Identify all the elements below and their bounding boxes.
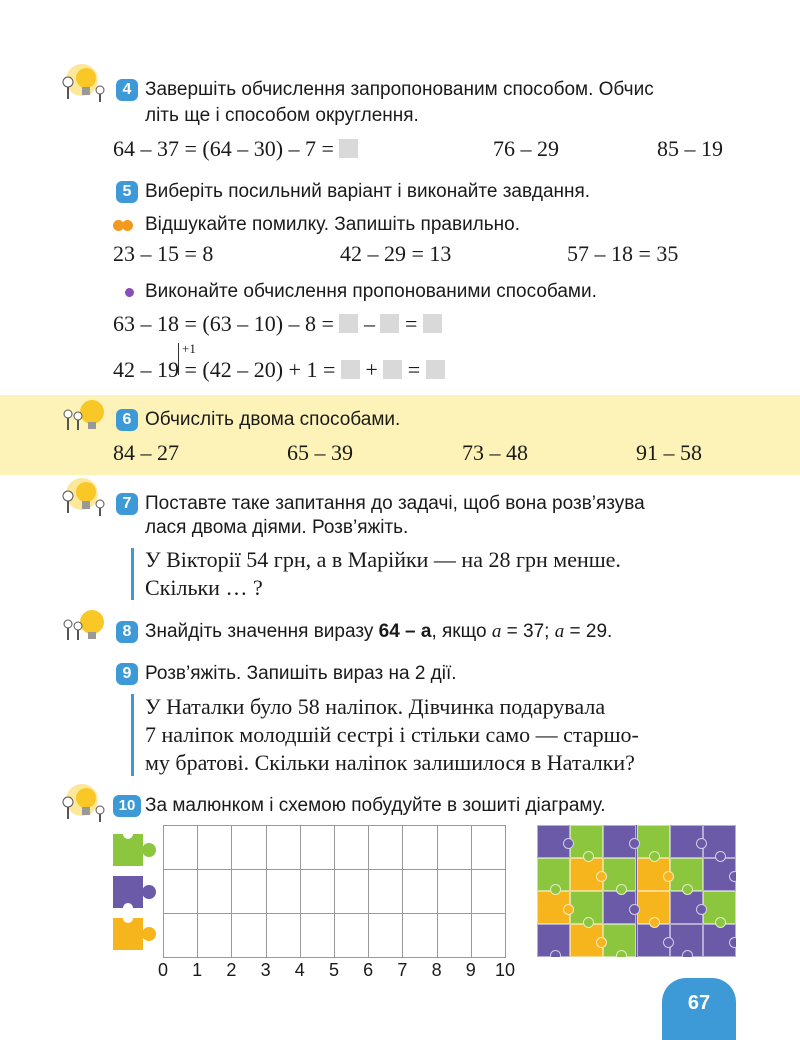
lightbulb-icon [58,608,108,644]
problem-bar [131,694,134,776]
task-5-eq-2: 42 – 29 = 13 [340,241,452,266]
axis-tick-label: 6 [363,960,374,980]
grid-cell [231,913,266,958]
task-6-eq-1: 84 – 27 [113,440,179,465]
task-4-expression-2: 76 – 29 [493,136,559,161]
axis-tick-label: 9 [465,960,476,980]
answer-box[interactable] [339,139,358,158]
puzzle-knob [663,937,674,948]
puzzle-piece [537,858,570,891]
expr-text: 42 – 1 [113,357,168,382]
task-6-number: 6 [116,409,138,431]
task-7-problem-line2: Скільки … ? [145,575,263,600]
puzzle-piece [603,891,636,924]
puzzle-knob [596,871,607,882]
puzzle-knob [629,838,640,849]
puzzle-knob [682,950,693,957]
axis-tick-label: 0 [157,960,168,980]
task-6-eq-2: 65 – 39 [287,440,353,465]
green-puzzle-piece-icon [113,832,163,868]
task-5-number: 5 [116,181,138,203]
grid-cell [163,825,198,870]
task-5-instruction: Виберіть посильний варіант і виконайте завдання. [145,181,591,202]
puzzle-knob [563,904,574,915]
grid-cell [163,869,198,914]
task-8-instruction [145,620,612,644]
page-number: 67 [687,992,711,1014]
task-5-row-2 [113,356,445,384]
task-6-eq-4: 91 – 58 [636,440,702,465]
grid-cell [300,869,335,914]
puzzle-piece [703,858,736,891]
puzzle-piece [703,825,736,858]
answer-box[interactable] [339,314,358,333]
task-9-problem-line1: У Наталки було 58 наліпок. Дівчинка подарувала [145,694,606,719]
task-5-option-1: Відшукайте помилку. Запишіть правильно. [145,214,521,235]
task-4-expression-3: 85 – 19 [657,136,723,161]
text: = 37; [501,621,555,642]
puzzle-knob [696,838,707,849]
puzzle-knob [729,871,736,882]
grid-cell [334,913,369,958]
puzzle-knob [663,871,674,882]
puzzle-piece [670,825,703,858]
purple-puzzle-piece-icon [113,874,163,910]
task-6-eq-3: 73 – 48 [462,440,528,465]
yellow-puzzle-piece-icon [113,916,163,952]
expr-text: 63 – 18 = (63 – 10) – 8 = [113,311,334,336]
operator: + [365,357,378,382]
task-7-instruction-line2: лася двома діями. Розв’яжіть. [145,517,409,538]
task-5-row-1 [113,310,442,338]
grid-cell [437,869,472,914]
grid-cell [266,913,301,958]
grid-cell [437,825,472,870]
puzzle-piece [637,891,670,924]
puzzle-piece [670,858,703,891]
lightbulb-icon [56,62,108,104]
task-7-instruction-line1: Поставте таке запитання до задачі, щоб вона розв’язува [145,493,645,514]
task-10-number: 10 [113,795,141,817]
puzzle-knob [563,838,574,849]
task-9-instruction: Розв’яжіть. Запишіть вираз на 2 дії. [145,663,457,684]
puzzle-piece [537,891,570,924]
puzzle-piece [570,924,603,957]
puzzle-knob [550,884,561,895]
axis-tick-label: 2 [226,960,237,980]
task-9-problem-line2: 7 наліпок молодшій сестрі і стільки само — старшо- [145,722,639,747]
axis-tick-label: 1 [192,960,203,980]
text: , якщо [431,621,492,642]
grid-cell [266,825,301,870]
puzzle-piece [637,924,670,957]
grid-cell [334,825,369,870]
task-4-expression-1 [113,135,358,163]
grid-cell [197,869,232,914]
rounding-hint-text: +1 [182,341,196,356]
puzzle-piece [537,924,570,957]
variable: a [491,621,502,642]
operator: = [404,311,418,336]
puzzle-piece [570,891,603,924]
puzzle-picture [537,825,736,957]
task-4-number: 4 [116,79,138,101]
lightbulb-icon [58,398,108,434]
grid-cell [437,913,472,958]
task-7-problem-line1: У Вікторії 54 грн, а в Марійки — на 28 грн менше. [145,547,621,572]
task-5-option-2: Виконайте обчислення пропонованими способами. [145,281,597,302]
puzzle-piece [670,924,703,957]
operator: – [363,311,375,336]
grid-cell [471,913,506,958]
puzzle-piece [603,924,636,957]
grid-cell [231,869,266,914]
text: = 29. [564,621,613,642]
puzzle-knob [596,937,607,948]
puzzle-piece [603,858,636,891]
task-6-instruction: Обчисліть двома способами. [145,409,401,430]
grid-cell [334,869,369,914]
axis-tick-label: 10 [494,960,516,980]
puzzle-piece [703,924,736,957]
grid-cell [266,869,301,914]
task-8-number: 8 [116,621,138,643]
puzzle-knob [616,950,627,957]
puzzle-knob [583,917,594,928]
puzzle-piece [670,891,703,924]
puzzle-knob [649,917,660,928]
grid-cell [163,913,198,958]
puzzle-knob [583,851,594,862]
task-10-instruction: За малюнком і схемою побудуйте в зошиті діаграму. [145,795,606,816]
answer-box[interactable] [426,360,445,379]
task-7-number: 7 [116,493,138,515]
axis-tick-label: 8 [431,960,442,980]
puzzle-knob [696,904,707,915]
puzzle-piece [637,825,670,858]
puzzle-knob [616,884,627,895]
grid-cell [471,869,506,914]
answer-box[interactable] [380,314,399,333]
expression: 64 – a [378,621,432,642]
grid-cell [197,913,232,958]
task-5-eq-3: 57 – 18 = 35 [567,241,679,266]
grid-cell [197,825,232,870]
lightbulb-icon [56,782,108,824]
grid-cell [231,825,266,870]
task-4-instruction-line2: літь ще і способом округлення. [145,105,419,126]
level-dot-icon [122,220,133,231]
grid-cell [368,825,403,870]
answer-box[interactable] [383,360,402,379]
puzzle-piece [603,825,636,858]
puzzle-piece [570,858,603,891]
axis-tick-label: 3 [260,960,271,980]
expr-text: 64 – 37 = (64 – 30) – 7 = [113,136,334,161]
task-9-number: 9 [116,663,138,685]
puzzle-piece [703,891,736,924]
grid-cell [368,913,403,958]
expr-text: = (42 – 20) + 1 = [184,357,336,382]
puzzle-knob [649,851,660,862]
lightbulb-icon [56,476,108,518]
answer-box[interactable] [341,360,360,379]
task-4-instruction-line1: Завершіть обчислення запропонованим способом. Обчис [145,79,654,100]
axis-tick-label: 5 [328,960,339,980]
task-9-problem-line3: му братові. Скільки наліпок залишилося в Наталки? [145,750,635,775]
grid-cell [402,913,437,958]
axis-tick-label: 4 [294,960,305,980]
grid-cell [471,825,506,870]
puzzle-knob [729,937,736,948]
task-5-eq-1: 23 – 15 = 8 [113,241,214,266]
grid-cell [402,869,437,914]
grid-cell [300,825,335,870]
grid-cell [402,825,437,870]
puzzle-piece [570,825,603,858]
variable: a [554,621,565,642]
expr-text: 9 [168,357,179,382]
level-dot-icon [125,288,134,297]
grid-cell [300,913,335,958]
puzzle-piece [637,858,670,891]
puzzle-piece [537,825,570,858]
problem-bar [131,548,134,600]
grid-cell [368,869,403,914]
text: Знайдіть значення виразу [145,621,379,642]
puzzle-knob [550,950,561,957]
answer-box[interactable] [423,314,442,333]
axis-tick-label: 7 [397,960,408,980]
operator: = [407,357,421,382]
puzzle-knob [629,904,640,915]
